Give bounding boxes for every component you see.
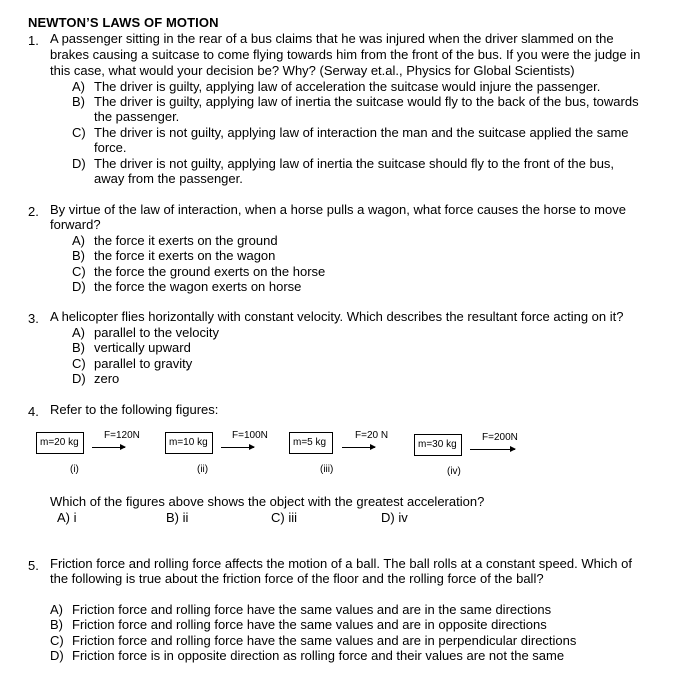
q2-option-d	[72, 279, 301, 295]
option-label: B)	[72, 248, 85, 263]
page-title: NEWTON’S LAWS OF MOTION	[28, 15, 219, 30]
q5-option-c	[50, 633, 576, 649]
q3-text-line: A helicopter flies horizontally with constant velocity. Which describes the resultant force acting on it?	[50, 309, 624, 324]
q1-option-c	[72, 125, 629, 141]
q5-option-d	[50, 648, 564, 664]
option-text: The driver is not guilty, applying law of interaction the man and the suitcase applied the same	[94, 125, 629, 140]
q4-intro: Refer to the following figures:	[50, 402, 219, 417]
figure-ii-force-arrow	[221, 447, 254, 448]
option-text: vertically upward	[94, 340, 191, 355]
q1-text-line: brakes causing a suitcase to come flying towards him from the front of the bus. If you were the judge in	[50, 47, 641, 62]
option-label: A)	[72, 233, 85, 248]
figure-iii-force-label: F=20 N	[355, 430, 389, 441]
figure-iv-force-arrow	[470, 449, 515, 450]
q3-option-b	[72, 340, 191, 356]
option-label: B)	[72, 94, 85, 109]
q2-text-line: forward?	[50, 217, 101, 232]
option-text: Friction force is in opposite direction as rolling force and their values are not the same	[72, 648, 565, 663]
figure-iii-force-arrow	[342, 447, 375, 448]
q1-number: 1.	[28, 33, 39, 48]
q1-option-b-cont: the passenger.	[94, 109, 180, 124]
q2-number: 2.	[28, 204, 39, 219]
figure-i-label: (i)	[70, 464, 79, 475]
option-text: the force it exerts on the ground	[94, 233, 278, 248]
figure-iv-label: (iv)	[447, 466, 461, 477]
q4-option-a: A) i	[57, 510, 77, 525]
q5-text-line: Friction force and rolling force affects the motion of a ball. The ball rolls at a constant speed. Which of	[50, 556, 632, 571]
figure-iv-mass-box: m=30 kg	[414, 434, 462, 456]
q5-text-line: the following is true about the friction force of the floor and the rolling force of the ball?	[50, 571, 544, 586]
figure-i-mass-box: m=20 kg	[36, 432, 84, 454]
option-text: parallel to gravity	[94, 356, 193, 371]
option-label: C)	[72, 264, 86, 279]
figure-i-force-arrow	[92, 447, 125, 448]
q5-option-a	[50, 602, 551, 618]
option-text: Friction force and rolling force have the same values and are in opposite directions	[72, 617, 547, 632]
option-text: Friction force and rolling force have the same values and are in the same directions	[72, 602, 552, 617]
q1-option-c-cont: force.	[94, 140, 127, 155]
q1-text-line: this case, what would your decision be? Why? (Serway et.al., Physics for Global Scientists)	[50, 63, 575, 78]
q1-option-a	[72, 79, 600, 95]
q3-number: 3.	[28, 311, 39, 326]
option-text: zero	[94, 371, 120, 386]
option-label: C)	[50, 633, 64, 648]
option-label: A)	[72, 325, 85, 340]
option-label: B)	[50, 617, 63, 632]
figure-iii-label: (iii)	[320, 464, 334, 475]
q3-option-a	[72, 325, 219, 341]
q2-option-c	[72, 264, 325, 280]
option-text: parallel to the velocity	[94, 325, 220, 340]
option-label: C)	[72, 125, 86, 140]
q5-option-b	[50, 617, 547, 633]
option-text: The driver is guilty, applying law of acceleration the suitcase would injure the passenger.	[94, 79, 601, 94]
q1-option-b	[72, 94, 639, 110]
option-label: D)	[72, 371, 86, 386]
option-label: C)	[72, 356, 86, 371]
q1-text-line: A passenger sitting in the rear of a bus claims that he was injured when the driver slammed on the	[50, 31, 614, 46]
figure-i-force-label: F=120N	[104, 430, 140, 441]
option-label: A)	[72, 79, 85, 94]
q1-option-d	[72, 156, 614, 172]
option-text: Friction force and rolling force have the same values and are in perpendicular directions	[72, 633, 577, 648]
option-label: A)	[50, 602, 63, 617]
q1-option-d-cont: away from the passenger.	[94, 171, 243, 186]
figure-ii-force-label: F=100N	[232, 430, 268, 441]
figure-ii-mass-box: m=10 kg	[165, 432, 213, 454]
option-text: The driver is guilty, applying law of inertia the suitcase would fly to the back of the bus, towards	[94, 94, 639, 109]
q2-text-line: By virtue of the law of interaction, when a horse pulls a wagon, what force causes the horse to move	[50, 202, 626, 217]
q3-option-c	[72, 356, 192, 372]
figure-iii-mass-box: m=5 kg	[289, 432, 333, 454]
option-text: The driver is not guilty, applying law of inertia the suitcase should fly to the front of the bus,	[94, 156, 615, 171]
option-label: B)	[72, 340, 85, 355]
q4-question: Which of the figures above shows the object with the greatest acceleration?	[50, 494, 485, 509]
option-text: the force the wagon exerts on horse	[94, 279, 302, 294]
q4-option-c: C) iii	[271, 510, 297, 525]
option-text: the force it exerts on the wagon	[94, 248, 276, 263]
q4-option-b: B) ii	[166, 510, 189, 525]
figure-ii-label: (ii)	[197, 464, 209, 475]
q2-option-b	[72, 248, 275, 264]
option-text: the force the ground exerts on the horse	[94, 264, 326, 279]
option-label: D)	[72, 156, 86, 171]
figure-iv-force-label: F=200N	[482, 432, 518, 443]
option-label: D)	[50, 648, 64, 663]
q3-option-d	[72, 371, 119, 387]
q4-number: 4.	[28, 404, 39, 419]
q2-option-a	[72, 233, 278, 249]
q5-number: 5.	[28, 558, 39, 573]
q4-option-d: D) iv	[381, 510, 408, 525]
option-label: D)	[72, 279, 86, 294]
